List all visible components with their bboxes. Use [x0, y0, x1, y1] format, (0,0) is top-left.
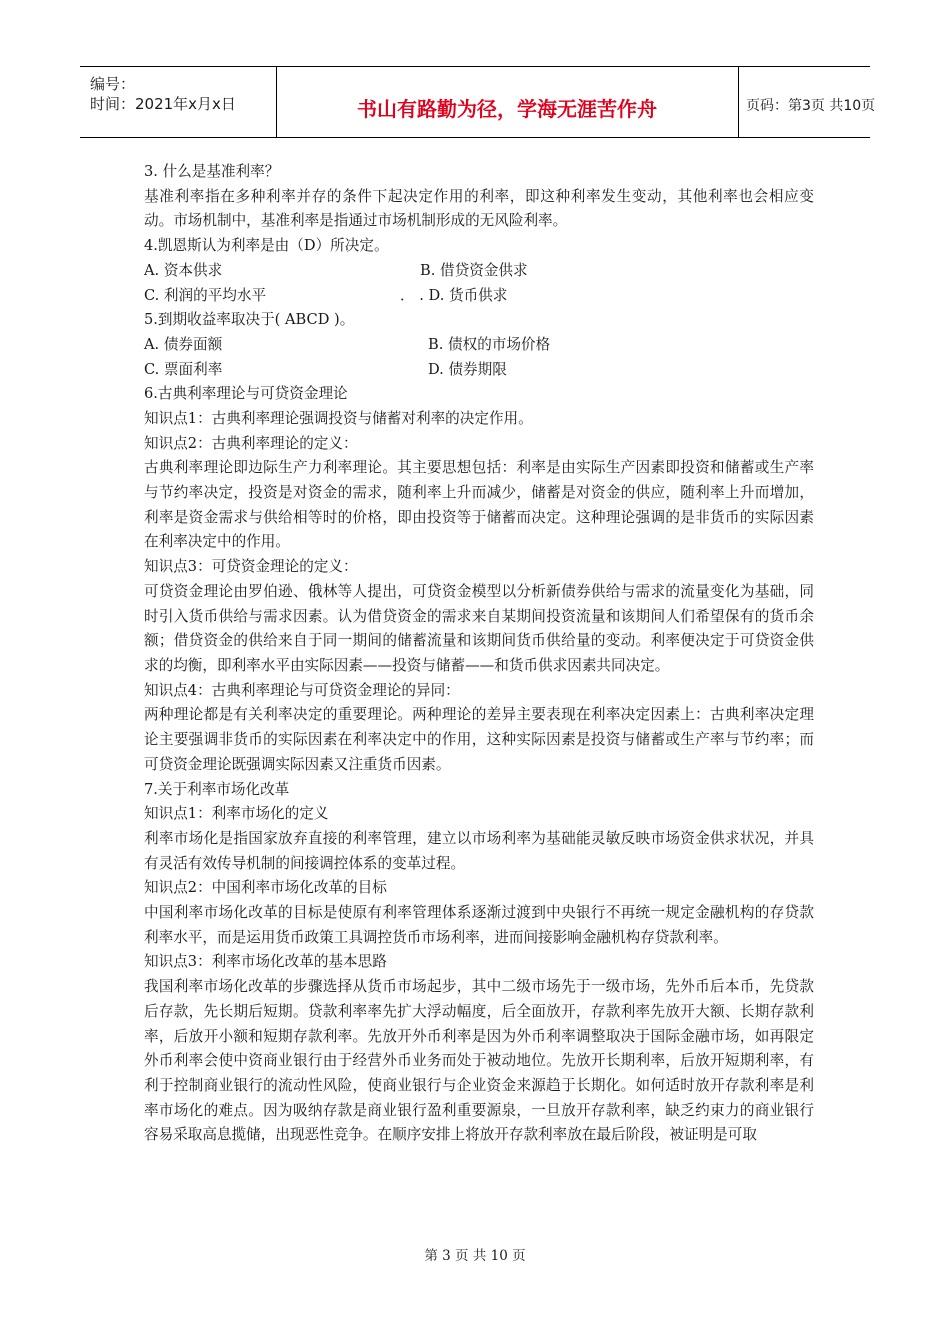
- header-motto-cell: [276, 67, 739, 137]
- question-6-knowledge-1: 知识点1：古典利率理论强调投资与储蓄对利率的决定作用。: [144, 409, 533, 427]
- question-6-knowledge-3-body: 可贷资金理论由罗伯逊、俄林等人提出，可贷资金模型以分析新债券供给与需求的流量变化为基础，同时引入货币供给与需求因素。认为借贷资金的需求来自某期间投资流量和该期间人们希望保有的货币余额；借贷资金的供给来自于同一期间的储蓄流量和该期间货币供给量的变动。利率便决定于可贷资金供求的均衡，即利率水平由实际因素——投资与储蓄——和货币供求因素共同决定。: [144, 582, 814, 674]
- question-6-knowledge-4-body: 两种理论都是有关利率决定的重要理论。两种理论的差异主要表现在利率决定因素上：古典利率决定理论主要强调非货币的实际因素在利率决定中的作用，这种实际因素是投资与储蓄或生产率与节约率；而可贷资金理论既强调实际因素又注重货币因素。: [144, 706, 814, 773]
- question-5-options-row-1: [144, 333, 814, 358]
- question-6-knowledge-2-body: 古典利率理论即边际生产力利率理论。其主要思想包括：利率是由实际生产因素即投资和储蓄或生产率与节约率决定，投资是对资金的需求，随利率上升而减少，储蓄是对资金的供应，随利率上升而增加，利率是资金需求与供给相等时的价格，即由投资等于储蓄而决定。这种理论强调的是非货币的实际因素在利率决定中的作用。: [144, 459, 814, 551]
- page-header: [80, 66, 876, 138]
- question-7-knowledge-1: 知识点1：利率市场化的定义: [144, 805, 329, 823]
- question-5-option-a: A. 债券面额: [144, 335, 223, 353]
- document-date-label: 时间：2021年x月x日: [90, 95, 236, 113]
- question-6-knowledge-2: 知识点2：古典利率理论的定义：: [144, 434, 358, 452]
- question-6-knowledge-3: 知识点3：可贷资金理论的定义：: [144, 558, 358, 576]
- question-4-option-b: B. 借贷资金供求: [420, 261, 528, 279]
- question-5-options-row-2: [144, 358, 814, 383]
- header-page-cell: [738, 67, 876, 137]
- question-5-option-c: C. 票面利率: [144, 360, 223, 378]
- question-3-answer: 基准利率指在多种利率并存的条件下起决定作用的利率，即这种利率发生变动，其他利率也会相应变动。市场机制中，基准利率是指通过市场机制形成的无风险利率。: [144, 187, 814, 230]
- question-4-options-row-2: [144, 284, 814, 309]
- question-5-title: 5.到期收益率取决于( ABCD )。: [144, 311, 355, 329]
- question-3-title: 3. 什么是基准利率？: [144, 163, 280, 180]
- question-7-knowledge-3: 知识点3：利率市场化改革的基本思路: [144, 953, 387, 971]
- question-7-knowledge-2-body: 中国利率市场化改革的目标是使原有利率管理体系逐渐过渡到中央银行不再统一规定金融机构的存贷款利率水平，而是运用货币政策工具调控货币市场利率，进而间接影响金融机构存贷款利率。: [144, 904, 814, 946]
- document-number-label: 编号：: [90, 75, 136, 93]
- question-4-option-d: ． . D. 货币供求: [400, 286, 508, 304]
- question-4-options-row-1: [144, 259, 814, 284]
- question-4-option-a: A. 资本供求: [144, 261, 223, 279]
- header-left-cell: [80, 67, 277, 137]
- document-body: [144, 160, 814, 1148]
- question-6-knowledge-4: 知识点4：古典利率理论与可贷资金理论的异同：: [144, 681, 460, 699]
- question-7-title: 7.关于利率市场化改革: [144, 780, 290, 798]
- page-footer: 第 3 页 共 10 页: [424, 1248, 526, 1264]
- question-7-knowledge-2: 知识点2：中国利率市场化改革的目标: [144, 879, 387, 897]
- header-motto: 书山有路勤为径，学海无涯苦作舟: [357, 97, 657, 121]
- question-4-option-c: C. 利润的平均水平: [144, 286, 267, 304]
- question-5-option-b: B. 债权的市场价格: [428, 335, 551, 353]
- question-4-title: 4.凯恩斯认为利率是由（D）所决定。: [144, 237, 389, 255]
- question-5-option-d: D. 债券期限: [428, 360, 507, 378]
- header-page-number: 页码：第3页 共10页: [746, 98, 876, 114]
- question-7-knowledge-3-body: 我国利率市场化改革的步骤选择从货币市场起步，其中二级市场先于一级市场，先外币后本币，先贷款后存款，先长期后短期。贷款利率率先扩大浮动幅度，后全面放开，存款利率先放开大额、长期存款利率，后放开小额和短期存款利率。先放开外币利率是因为外币利率调整取决于国际金融市场，如再限定外币利率会使中资商业银行由于经营外币业务而处于被动地位。先放开长期利率，后放开短期利率，有利于控制商业银行的流动性风险，使商业银行与企业资金来源趋于长期化。如何适时放开存款利率是利率市场化的难点。因为吸纳存款是商业银行盈利重要源泉，一旦放开存款利率，缺乏约束力的商业银行容易采取高息揽储，出现恶性竞争。在顺序安排上将放开存款利率放在最后阶段，被证明是可取: [144, 978, 814, 1144]
- question-7-knowledge-1-body: 利率市场化是指国家放弃直接的利率管理，建立以市场利率为基础能灵敏反映市场资金供求状况，并具有灵活有效传导机制的间接调控体系的变革过程。: [144, 829, 814, 872]
- question-6-title: 6.古典利率理论与可贷资金理论: [144, 385, 348, 403]
